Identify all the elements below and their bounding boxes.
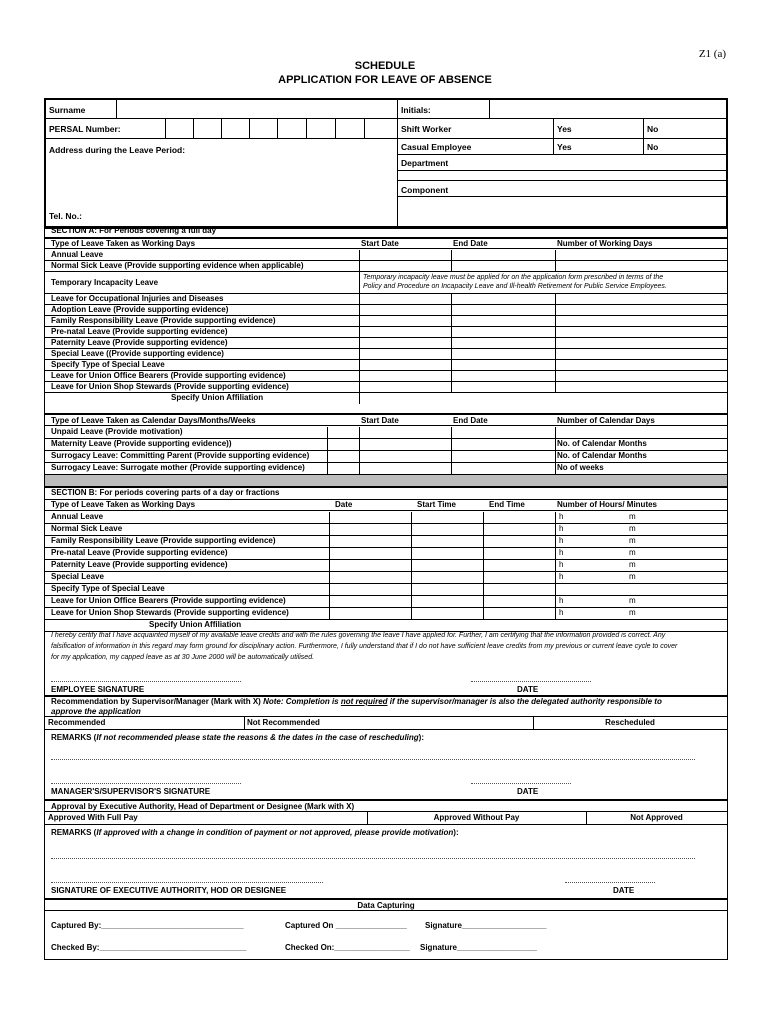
leave-type-label: Annual Leave (51, 250, 104, 259)
form-title-schedule: SCHEDULE (354, 60, 416, 72)
calendar-unit-label: No of weeks (557, 463, 604, 472)
minutes-unit: m (629, 608, 636, 617)
leave-type-label: Maternity Leave (Provide supporting evidence)) (51, 439, 232, 448)
col-type-of-leave: Type of Leave Taken as Working Days (51, 239, 196, 248)
leave-type-label: Leave for Occupational Injuries and Diseases (51, 294, 224, 303)
 (555, 560, 556, 572)
 (451, 250, 452, 261)
union-affiliation-label: Specify Union Affiliation (171, 393, 264, 402)
section-b-row[interactable] (45, 524, 727, 536)
section-b-row[interactable] (45, 512, 727, 524)
persal-label: PERSAL Number: (45, 118, 166, 139)
approved-full-pay-option[interactable]: Approved With Full Pay (45, 812, 368, 825)
 (483, 536, 484, 548)
data-capturing-heading-block (45, 898, 727, 911)
col-start-date-2: Start Date (361, 416, 399, 425)
 (359, 294, 360, 305)
certification-line-2: falsification of information in this regard may form ground for disciplinary action. Furthermore, I fully understand that if I do not have sufficient leave credits from my previous or current leave cycle to cover (51, 643, 678, 650)
 (555, 608, 556, 620)
leave-type-label: Specify Type of Special Leave (51, 360, 165, 369)
minutes-unit: m (629, 548, 636, 557)
leave-type-label: Pre-natal Leave (Provide supporting evidence) (51, 548, 228, 557)
casual-employee-label: Casual Employee (397, 138, 554, 155)
 (555, 524, 556, 536)
section-a-row[interactable] (45, 382, 727, 393)
 (451, 316, 452, 327)
not-recommended-option[interactable]: Not Recommended (244, 717, 534, 730)
form-reference: Z1 (a) (698, 48, 726, 60)
 (359, 327, 360, 338)
 (555, 439, 556, 451)
 (329, 524, 330, 536)
leave-type-label: Normal Sick Leave (51, 524, 123, 533)
 (555, 512, 556, 524)
 (327, 439, 328, 451)
 (359, 393, 360, 404)
approval-remarks-label: REMARKS (If approved with a change in condition of payment or not approved, please provide motivation): (51, 828, 459, 837)
section-a-row[interactable] (45, 250, 727, 261)
col-end-time: End Time (489, 500, 525, 509)
 (555, 382, 556, 393)
 (555, 584, 556, 596)
section-b-row[interactable] (45, 560, 727, 572)
section-a-heading: SECTION A: For Periods covering a full day (51, 226, 217, 235)
hours-unit: h (559, 596, 564, 605)
 (359, 250, 360, 261)
leave-type-label: Annual Leave (51, 512, 104, 521)
 (555, 596, 556, 608)
section-b-heading: SECTION B: For periods covering parts of a day or fractions (51, 488, 280, 497)
manager-date-label: DATE (517, 787, 539, 796)
 (555, 463, 556, 475)
leave-type-label: Family Responsibility Leave (Provide supporting evidence) (51, 316, 276, 325)
 (555, 572, 556, 584)
 (555, 338, 556, 349)
section-a-calendar-rows (45, 427, 727, 474)
 (451, 382, 452, 393)
employee-signature-label: EMPLOYEE SIGNATURE (51, 685, 145, 694)
 (411, 608, 412, 620)
 (329, 512, 330, 524)
section-a-row[interactable] (45, 305, 727, 316)
employee-date-label: DATE (517, 685, 539, 694)
approved-without-pay-option[interactable]: Approved Without Pay (367, 812, 587, 825)
section-a-row[interactable] (45, 272, 727, 294)
rescheduled-option[interactable]: Rescheduled (533, 717, 727, 730)
union-affiliation-row[interactable] (45, 393, 727, 404)
persal-digit[interactable] (193, 118, 222, 139)
minutes-unit: m (629, 536, 636, 545)
executive-date-line[interactable] (565, 882, 655, 883)
form-title: APPLICATION FOR LEAVE OF ABSENCE (278, 74, 492, 86)
casual-employee-no[interactable]: No (643, 138, 727, 155)
col-date: Date (335, 500, 353, 509)
hours-unit: h (559, 572, 564, 581)
 (327, 427, 328, 439)
section-b-row[interactable] (45, 572, 727, 584)
section-a-calendar-row[interactable] (45, 439, 727, 451)
executive-signature-line[interactable] (51, 882, 323, 883)
leave-type-label: Leave for Union Shop Stewards (Provide supporting evidence) (51, 608, 289, 617)
 (411, 572, 412, 584)
ti-note-line-1: Temporary incapacity leave must be applied for on the application form prescribed in terms of the (363, 274, 664, 281)
section-b-row[interactable] (45, 548, 727, 560)
shift-worker-label: Shift Worker (397, 118, 554, 139)
minutes-unit: m (629, 512, 636, 521)
hours-unit: h (559, 512, 564, 521)
 (411, 548, 412, 560)
 (451, 439, 452, 451)
hours-unit: h (559, 548, 564, 557)
col-start-time: Start Time (417, 500, 456, 509)
calendar-unit-label: No. of Calendar Months (557, 439, 647, 448)
not-approved-option[interactable]: Not Approved (586, 812, 727, 825)
section-b-header-row (45, 499, 727, 511)
 (483, 548, 484, 560)
 (555, 371, 556, 382)
 (329, 548, 330, 560)
leave-type-label: Leave for Union Office Bearers (Provide supporting evidence) (51, 596, 286, 605)
employee-date-line[interactable] (471, 681, 591, 682)
 (555, 451, 556, 463)
shift-worker-yes[interactable]: Yes (553, 118, 644, 139)
 (359, 316, 360, 327)
leave-type-label: Paternity Leave (Provide supporting evidence) (51, 560, 228, 569)
 (483, 560, 484, 572)
union-affiliation-label: Specify Union Affiliation (149, 620, 242, 629)
leave-type-label: Surrogacy Leave: Surrogate mother (Provide supporting evidence) (51, 463, 305, 472)
data-capturing-heading: Data Capturing (357, 901, 415, 910)
hours-unit: h (559, 536, 564, 545)
 (483, 596, 484, 608)
leave-type-label: Surrogacy Leave: Committing Parent (Provide supporting evidence) (51, 451, 310, 460)
col-hours-minutes: Number of Hours/ Minutes (557, 500, 658, 509)
 (555, 316, 556, 327)
executive-date-label: DATE (613, 886, 635, 895)
col-number-working-days: Number of Working Days (557, 239, 653, 248)
hours-unit: h (559, 608, 564, 617)
 (451, 463, 452, 475)
certification-line-1: I hereby certify that I have acquainted myself of my available leave credits and with the rules governing the leave I have applied for. Further, I am certifying that the information provided is correct. Any (51, 632, 666, 639)
 (555, 427, 556, 439)
 (451, 261, 452, 272)
 (411, 524, 412, 536)
minutes-unit: m (629, 560, 636, 569)
leave-type-label: Temporary Incapacity Leave (51, 278, 159, 287)
checked-by-field[interactable]: Checked By:_________________________________ (51, 943, 247, 952)
 (359, 338, 360, 349)
ti-note-line-2: Policy and Procedure on Incapacity Leave and Ill-health Retirement for Public Service Employees. (363, 283, 667, 290)
persal-digit[interactable] (277, 118, 307, 139)
section-a-calendar-header (45, 413, 727, 426)
 (451, 349, 452, 360)
employee-signature-line[interactable] (51, 681, 241, 682)
 (329, 608, 330, 620)
hours-unit: h (559, 524, 564, 533)
 (555, 360, 556, 371)
minutes-unit: m (629, 596, 636, 605)
section-b-row[interactable] (45, 536, 727, 548)
 (451, 338, 452, 349)
surname-field[interactable] (116, 99, 398, 119)
 (555, 261, 556, 272)
recommendation-remarks-line[interactable] (51, 759, 695, 760)
 (451, 360, 452, 371)
manager-date-line[interactable] (471, 783, 571, 784)
 (483, 512, 484, 524)
section-a-row[interactable] (45, 338, 727, 349)
 (359, 349, 360, 360)
manager-signature-line[interactable] (51, 783, 241, 784)
executive-signature-label: SIGNATURE OF EXECUTIVE AUTHORITY, HOD OR DESIGNEE (51, 886, 287, 895)
col-end-date: End Date (453, 239, 488, 248)
tel-label: Tel. No.: (49, 211, 82, 221)
section-a-calendar-row[interactable] (45, 451, 727, 463)
section-b-row[interactable] (45, 596, 727, 608)
minutes-unit: m (629, 524, 636, 533)
section-divider (45, 475, 727, 486)
 (483, 608, 484, 620)
section-a-row[interactable] (45, 294, 727, 305)
 (359, 463, 360, 475)
department-label: Department (397, 154, 727, 171)
 (411, 560, 412, 572)
col-type-of-leave-b: Type of Leave Taken as Working Days (51, 500, 196, 509)
 (327, 451, 328, 463)
leave-type-label: Pre-natal Leave (Provide supporting evidence) (51, 327, 228, 336)
surname-label: Surname (45, 99, 117, 119)
leave-type-label: Leave for Union Office Bearers (Provide supporting evidence) (51, 371, 286, 380)
union-affiliation-row-b[interactable] (45, 620, 727, 631)
certification-line-3: for my application, my capped leave as at 30 June 2000 will be automatically utilised. (51, 654, 315, 661)
col-start-date: Start Date (361, 239, 399, 248)
 (359, 439, 360, 451)
 (359, 382, 360, 393)
recommendation-heading-cont: approve the application (51, 707, 141, 716)
leave-type-label: Paternity Leave (Provide supporting evidence) (51, 338, 228, 347)
 (329, 596, 330, 608)
section-a-row[interactable] (45, 349, 727, 360)
recommendation-heading: Recommendation by Supervisor/Manager (Mark with X) Note: Completion is not required if the supervisor/manager is also the delegated authority responsible to (51, 697, 662, 706)
leave-type-label: Leave for Union Shop Stewards (Provide supporting evidence) (51, 382, 289, 391)
initials-label: Initials: (397, 99, 490, 119)
persal-digit[interactable] (165, 118, 194, 139)
 (451, 451, 452, 463)
approval-heading-block (45, 799, 727, 812)
 (555, 250, 556, 261)
 (483, 572, 484, 584)
checked-signature-field[interactable]: Signature__________________ (420, 943, 537, 952)
leave-type-label: Special Leave ((Provide supporting evidence) (51, 349, 224, 358)
persal-digit[interactable] (335, 118, 365, 139)
 (359, 360, 360, 371)
personal-details-block (45, 99, 727, 227)
leave-application-form (44, 98, 728, 960)
captured-by-field[interactable]: Captured By:________________________________ (51, 921, 244, 930)
calendar-unit-label: No. of Calendar Months (557, 451, 647, 460)
 (555, 327, 556, 338)
approval-remarks-line[interactable] (51, 858, 695, 859)
leave-type-label: Special Leave (51, 572, 104, 581)
 (359, 261, 360, 272)
 (329, 572, 330, 584)
 (555, 548, 556, 560)
 (555, 294, 556, 305)
manager-signature-label: MANAGER'S/SUPERVISOR'S SIGNATURE (51, 787, 211, 796)
component-field[interactable] (397, 196, 727, 227)
 (359, 427, 360, 439)
address-label: Address during the Leave Period: (49, 145, 186, 155)
casual-employee-yes[interactable]: Yes (553, 138, 644, 155)
captured-signature-field[interactable]: Signature___________________ (425, 921, 547, 930)
leave-type-label: Adoption Leave (Provide supporting evidence) (51, 305, 229, 314)
section-a-rows (45, 250, 727, 410)
leave-type-label: Family Responsibility Leave (Provide supporting evidence) (51, 536, 276, 545)
 (359, 272, 360, 294)
section-a-calendar-row[interactable] (45, 427, 727, 439)
initials-field[interactable] (489, 99, 727, 119)
col-number-calendar-days: Number of Calendar Days (557, 416, 655, 425)
persal-digit[interactable] (221, 118, 250, 139)
 (451, 305, 452, 316)
leave-type-label: Specify Type of Special Leave (51, 584, 165, 593)
 (359, 371, 360, 382)
leave-type-label: Normal Sick Leave (Provide supporting evidence when applicable) (51, 261, 304, 270)
 (411, 584, 412, 596)
section-a-header-row (45, 237, 727, 249)
shift-worker-no[interactable]: No (643, 118, 727, 139)
 (329, 560, 330, 572)
section-a-row[interactable] (45, 316, 727, 327)
section-b-rows (45, 512, 727, 630)
 (327, 463, 328, 475)
section-b-row[interactable] (45, 608, 727, 620)
 (451, 327, 452, 338)
checked-on-field[interactable]: Checked On:_________________ (285, 943, 410, 952)
 (451, 427, 452, 439)
col-end-date-2: End Date (453, 416, 488, 425)
minutes-unit: m (629, 572, 636, 581)
 (555, 536, 556, 548)
persal-digit[interactable] (306, 118, 336, 139)
recommendation-remarks-label: REMARKS (If not recommended please state the reasons & the dates in the case of rescheduling): (51, 733, 424, 742)
section-a-row[interactable] (45, 327, 727, 338)
 (359, 451, 360, 463)
captured-on-field[interactable]: Captured On ________________ (285, 921, 407, 930)
recommendation-heading-block (45, 695, 727, 717)
persal-digit[interactable] (249, 118, 278, 139)
section-a-row[interactable] (45, 360, 727, 371)
section-b-row[interactable] (45, 584, 727, 596)
hours-unit: h (559, 560, 564, 569)
section-a-row[interactable] (45, 371, 727, 382)
 (411, 536, 412, 548)
approval-heading: Approval by Executive Authority, Head of Department or Designee (Mark with X) (51, 802, 355, 811)
 (555, 349, 556, 360)
col-type-calendar: Type of Leave Taken as Calendar Days/Months/Weeks (51, 416, 256, 425)
 (329, 536, 330, 548)
 (411, 512, 412, 524)
 (451, 371, 452, 382)
persal-digit[interactable] (364, 118, 398, 139)
 (555, 305, 556, 316)
component-label: Component (397, 180, 727, 197)
 (359, 305, 360, 316)
section-a-calendar-row[interactable] (45, 463, 727, 475)
 (451, 294, 452, 305)
recommended-option[interactable]: Recommended (45, 717, 245, 730)
 (329, 584, 330, 596)
address-field[interactable] (45, 138, 398, 227)
section-a-row[interactable] (45, 261, 727, 272)
 (411, 596, 412, 608)
 (483, 584, 484, 596)
 (483, 524, 484, 536)
leave-type-label: Unpaid Leave (Provide motivation) (51, 427, 183, 436)
